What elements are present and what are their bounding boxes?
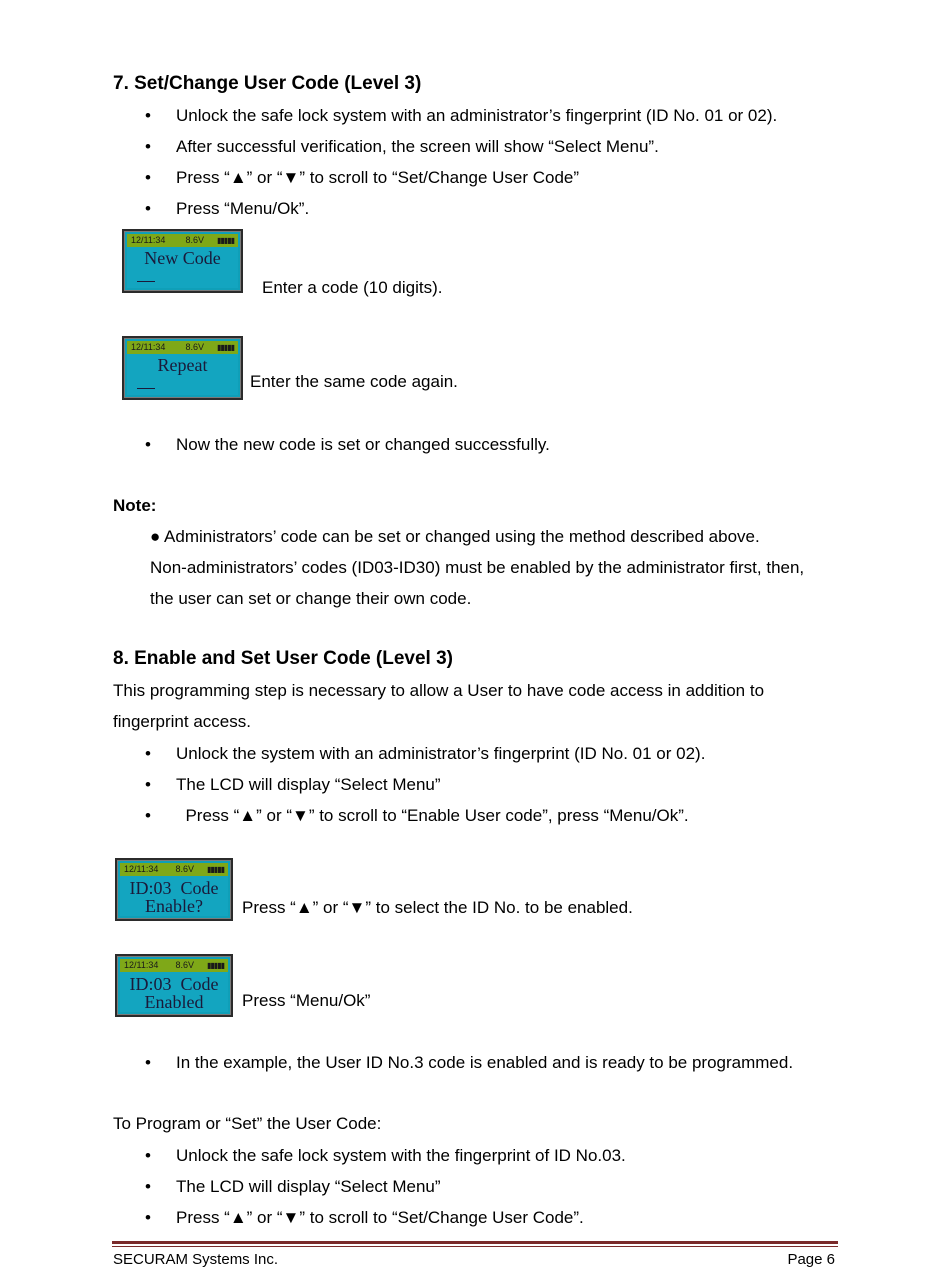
bullet-dot: •: [145, 775, 151, 794]
step-enabled: Press “Menu/Ok”: [242, 991, 371, 1010]
lcd-line-1: ID:03 Code: [129, 878, 219, 898]
bullet-dot: •: [145, 1146, 151, 1165]
s8-bullet-3: Press “▲” or “▼” to scroll to “Enable User code”, press “Menu/Ok”.: [176, 806, 689, 825]
lcd-cursor: [137, 388, 155, 389]
bullet-dot: •: [145, 1208, 151, 1227]
lcd-screen: [120, 972, 228, 1012]
s8-intro-1: This programming step is necessary to allow a User to have code access in addition to: [113, 681, 765, 700]
s8-bullet-1: Unlock the system with an administrator’s fingerprint (ID No. 01 or 02).: [176, 744, 706, 763]
battery-icon: ▮▮▮▮▮: [216, 236, 234, 245]
footer-rule: [112, 1241, 838, 1244]
battery-icon: ▮▮▮▮▮: [206, 961, 224, 970]
lcd-time: 12/11:34: [131, 342, 166, 352]
s7-bullet-4: Press “Menu/Ok”.: [176, 199, 310, 218]
program-bullet-3: Press “▲” or “▼” to scroll to “Set/Change User Code”.: [176, 1208, 584, 1227]
program-bullet-2: The LCD will display “Select Menu”: [176, 1177, 441, 1196]
lcd-voltage: 8.6V: [175, 864, 194, 874]
s7-bullet-done: Now the new code is set or changed successfully.: [176, 435, 550, 454]
step-new-code: Enter a code (10 digits).: [262, 278, 443, 297]
lcd-time: 12/11:34: [131, 235, 166, 245]
lcd-screen: [127, 354, 238, 395]
footer-page-number: Page 6: [787, 1251, 835, 1268]
lcd-line-2: Enable?: [145, 896, 203, 916]
lcd-status-bar: [127, 341, 238, 354]
section-8-heading: 8. Enable and Set User Code (Level 3): [113, 648, 453, 669]
lcd-voltage: 8.6V: [185, 342, 204, 352]
note-line-2: Non-administrators’ codes (ID03-ID30) must be enabled by the administrator first, then,: [150, 558, 805, 577]
s7-bullet-2: After successful verification, the screen will show “Select Menu”.: [176, 137, 659, 156]
bullet-dot: •: [145, 106, 151, 125]
note-label: Note:: [113, 496, 157, 515]
lcd-time: 12/11:34: [124, 864, 159, 874]
bullet-dot: •: [145, 199, 151, 218]
lcd-repeat: [122, 336, 243, 400]
s8-intro-2: fingerprint access.: [113, 712, 251, 731]
lcd-status-bar: [120, 959, 228, 972]
lcd-line-1: New Code: [144, 248, 221, 268]
s7-bullet-3: Press “▲” or “▼” to scroll to “Set/Change User Code”: [176, 168, 580, 187]
s7-bullet-1: Unlock the safe lock system with an administrator’s fingerprint (ID No. 01 or 02).: [176, 106, 778, 125]
bullet-dot: •: [145, 168, 151, 187]
bullet-dot: •: [145, 806, 151, 825]
bullet-dot: •: [145, 137, 151, 156]
step-repeat: Enter the same code again.: [250, 372, 458, 391]
footer-rule-thin: [112, 1246, 838, 1247]
lcd-screen: [120, 876, 228, 916]
bullet-dot: •: [145, 435, 151, 454]
program-intro: To Program or “Set” the User Code:: [113, 1114, 382, 1133]
lcd-status-bar: [120, 863, 228, 876]
lcd-new-code: [122, 229, 243, 293]
bullet-dot: •: [145, 1053, 151, 1072]
step-enable: Press “▲” or “▼” to select the ID No. to be enabled.: [242, 898, 633, 917]
s8-bullet-2: The LCD will display “Select Menu”: [176, 775, 441, 794]
lcd-line-2: Enabled: [144, 992, 204, 1012]
lcd-line-1: Repeat: [157, 355, 208, 375]
lcd-voltage: 8.6V: [175, 960, 194, 970]
bullet-dot: •: [145, 744, 151, 763]
footer-company: SECURAM Systems Inc.: [113, 1251, 279, 1268]
lcd-voltage: 8.6V: [185, 235, 204, 245]
lcd-screen: [127, 247, 238, 288]
battery-icon: ▮▮▮▮▮: [216, 343, 234, 352]
battery-icon: ▮▮▮▮▮: [206, 865, 224, 874]
program-bullet-1: Unlock the safe lock system with the fingerprint of ID No.03.: [176, 1146, 626, 1165]
lcd-time: 12/11:34: [124, 960, 159, 970]
lcd-line-1: ID:03 Code: [129, 974, 219, 994]
s8-bullet-example: In the example, the User ID No.3 code is enabled and is ready to be programmed.: [176, 1053, 794, 1072]
lcd-enable: [115, 858, 233, 921]
note-line-3: the user can set or change their own code.: [150, 589, 472, 608]
note-line-1: ● Administrators’ code can be set or changed using the method described above.: [150, 527, 760, 546]
section-7-heading: 7. Set/Change User Code (Level 3): [113, 73, 422, 94]
lcd-cursor: [137, 281, 155, 282]
lcd-status-bar: [127, 234, 238, 247]
bullet-dot: •: [145, 1177, 151, 1196]
lcd-enabled: [115, 954, 233, 1017]
